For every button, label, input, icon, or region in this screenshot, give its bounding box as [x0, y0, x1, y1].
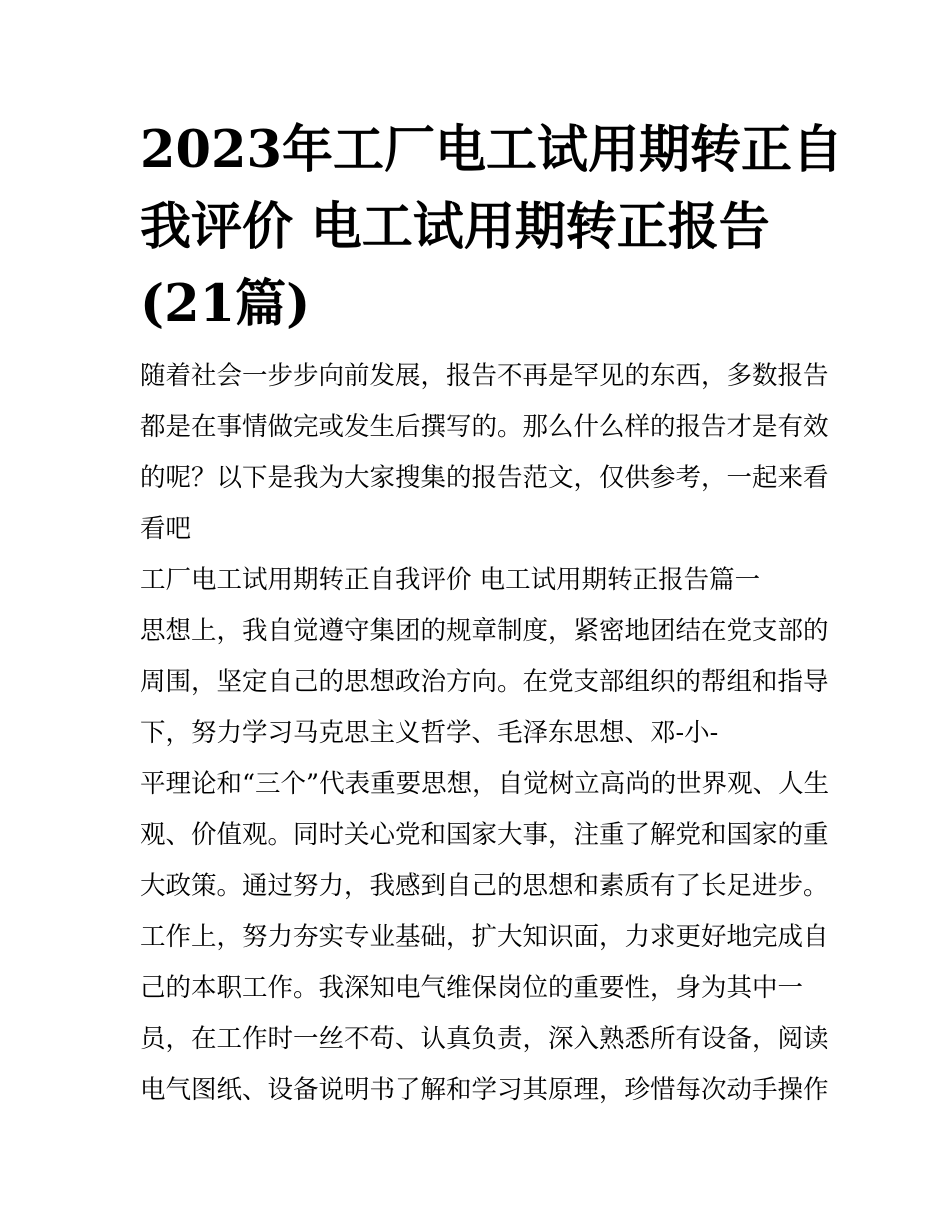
text-line: 观、价值观。同时关心党和国家大事，注重了解党和国家的重: [140, 820, 829, 850]
text-line: 下，努力学习马克思主义哲学、毛泽东思想、邓-小-: [140, 718, 719, 748]
text-line: 都是在事情做完或发生后撰写的。那么什么样的报告才是有效: [140, 412, 829, 442]
text-line: 电气图纸、设备说明书了解和学习其原理，珍惜每次动手操作: [140, 1075, 829, 1105]
intro-paragraph: [140, 351, 830, 555]
text-line: 己的本职工作。我深知电气维保岗位的重要性，身为其中一: [140, 973, 804, 1003]
work-paragraph: [140, 912, 830, 1116]
text-line: 员，在工作时一丝不苟、认真负责，深入熟悉所有设备，阅读: [140, 1024, 829, 1054]
title-line: 2023年工厂电工试用期转正自: [140, 120, 843, 180]
text-line: 周围，坚定自己的思想政治方向。在党支部组织的帮组和指导: [140, 667, 829, 697]
text-line: 大政策。通过努力，我感到自己的思想和素质有了长足进步。: [140, 871, 829, 901]
document-title: [140, 112, 843, 343]
text-line: 工作上，努力夯实专业基础，扩大知识面，力求更好地完成自: [140, 922, 829, 952]
document-body: [140, 351, 830, 1116]
text-line: 的呢？以下是我为大家搜集的报告范文，仅供参考，一起来看: [140, 463, 829, 493]
text-line: 思想上，我自觉遵守集团的规章制度，紧密地团结在党支部的: [140, 616, 829, 646]
title-line: (21篇): [140, 274, 311, 334]
thought-paragraph: [140, 606, 830, 912]
text-line: 平理论和“三个”代表重要思想，自觉树立高尚的世界观、人生: [140, 769, 830, 799]
text-line: 工厂电工试用期转正自我评价 电工试用期转正报告篇一: [140, 565, 761, 595]
section-heading: [140, 555, 830, 606]
text-line: 随着社会一步步向前发展，报告不再是罕见的东西，多数报告: [140, 361, 829, 391]
title-line: 我评价 电工试用期转正报告: [140, 197, 770, 257]
text-line: 看吧: [140, 514, 192, 544]
